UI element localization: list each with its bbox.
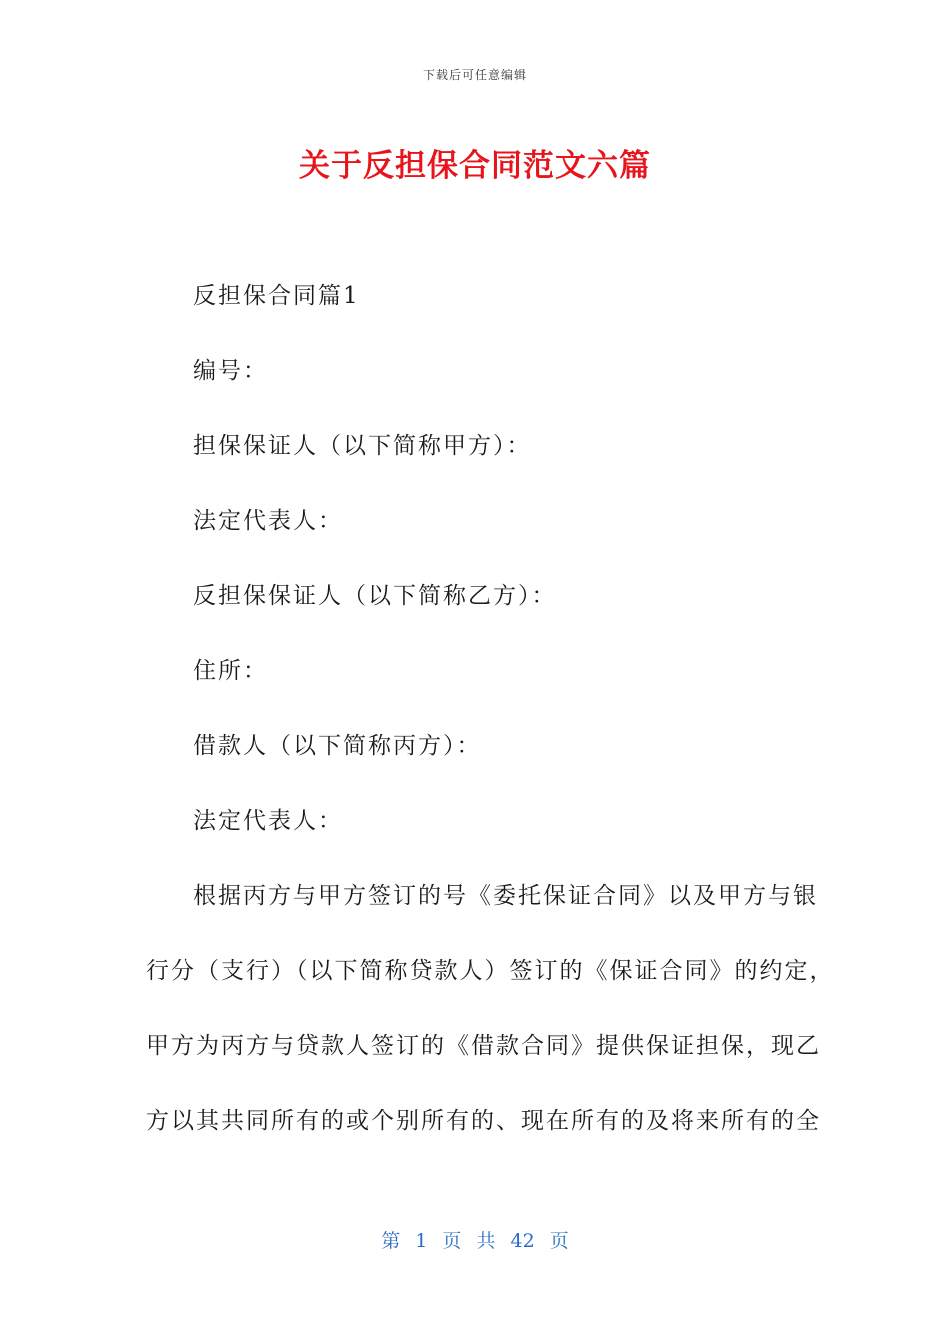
party-a-label: 担保保证人（以下简称甲方）：: [193, 433, 532, 459]
paragraph-line: 行分（支行）（以下简称贷款人）签订的《保证合同》的约定，: [146, 958, 835, 984]
party-b-label: 反担保保证人（以下简称乙方）：: [193, 583, 557, 609]
paragraph-line: 根据丙方与甲方签订的号《委托保证合同》以及甲方与银: [193, 883, 818, 909]
party-c-label: 借款人（以下简称丙方）：: [193, 733, 482, 759]
page-number: 第 1 页 共 42 页: [381, 1230, 569, 1252]
header-note: 下载后可任意编辑: [422, 68, 527, 82]
document-body: [146, 278, 835, 1178]
address-label: 住所：: [193, 658, 268, 684]
legal-representative-label: 法定代表人：: [193, 508, 343, 534]
legal-representative-label: 法定代表人：: [193, 808, 343, 834]
section-heading: 反担保合同篇1: [193, 283, 360, 309]
contract-number-label: 编号：: [193, 358, 268, 384]
document-title: 关于反担保合同范文六篇: [299, 148, 651, 184]
paragraph-line: 方以其共同所有的或个别所有的、现在所有的及将来所有的全: [146, 1108, 821, 1134]
paragraph-line: 甲方为丙方与贷款人签订的《借款合同》提供保证担保，现乙: [146, 1033, 821, 1059]
